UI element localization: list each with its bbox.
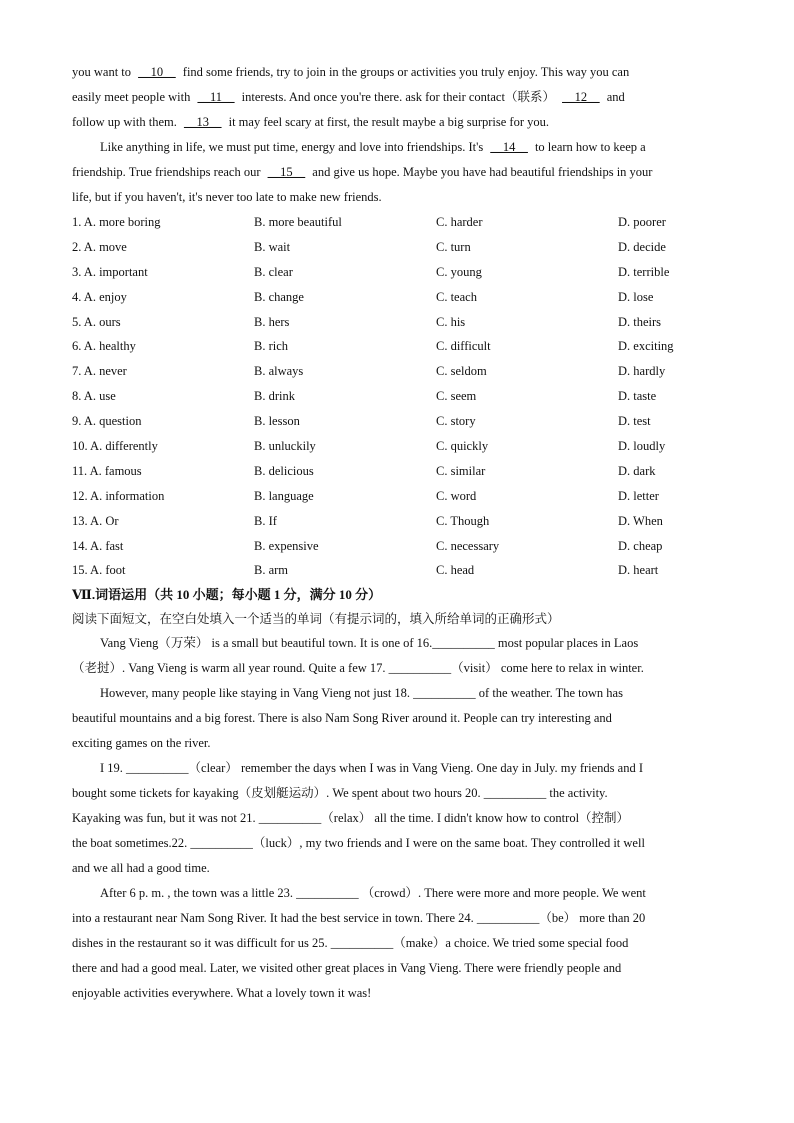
option-a: 3. A. important <box>72 264 148 279</box>
option-row-4 <box>72 285 722 310</box>
option-a: 12. A. information <box>72 488 165 503</box>
option-b: B. drink <box>254 389 295 404</box>
text: and give us hope. Maybe you have had beautiful friendships in your <box>309 165 653 179</box>
passage1-line-4 <box>72 135 722 160</box>
option-a: 5. A. ours <box>72 314 121 329</box>
blank-10: __10__ <box>138 65 176 79</box>
passage2-line: Vang Vieng（万荣） is a small but beautiful town. It is one of 16.__________ most popular places in Laos <box>100 636 639 651</box>
option-row-7 <box>72 359 722 384</box>
text: to learn how to keep a <box>531 140 646 154</box>
option-d: D. heart <box>618 563 659 578</box>
option-c: C. harder <box>436 215 483 229</box>
option-a: 10. A. differently <box>72 439 158 454</box>
text: it may feel scary at first, the result maybe a big surprise for you. <box>225 115 549 129</box>
blank-12: __12__ <box>562 90 600 104</box>
option-d: D. loudly <box>618 439 666 454</box>
options-list <box>72 210 722 583</box>
text: find some friends, try to join in the groups or activities you truly enjoy. This way you can <box>179 65 630 79</box>
passage2-line: I 19. __________（clear） remember the days when I was in Vang Vieng. One day in July. my friends and I <box>100 761 643 776</box>
blank-15: __15__ <box>267 165 306 179</box>
option-d: D. cheap <box>618 538 663 553</box>
option-b: B. wait <box>254 239 291 254</box>
option-d: D. letter <box>618 488 659 503</box>
option-c: C. his <box>436 314 466 329</box>
option-a: 9. A. question <box>72 414 142 429</box>
option-row-10 <box>72 434 722 459</box>
text: easily meet people with <box>72 90 194 104</box>
option-row-1 <box>72 210 722 235</box>
option-d: D. theirs <box>618 314 662 329</box>
option-b: B. change <box>254 289 304 304</box>
passage2-line: After 6 p. m. , the town was a little 23. __________ （crowd）. There were more and more people. We went <box>100 886 646 901</box>
option-c: C. Though <box>436 513 490 528</box>
option-d: D. dark <box>618 463 656 478</box>
text: Like anything in life, we must put time, energy and love into friendships. It's <box>100 140 487 154</box>
passage2-line: there and had a good meal. Later, we visited other great places in Vang Vieng. There were friendly people and <box>72 961 622 976</box>
option-b: B. unluckily <box>254 439 316 454</box>
option-row-12 <box>72 484 722 509</box>
option-c: C. teach <box>436 289 477 304</box>
option-a: 7. A. never <box>72 364 127 379</box>
option-row-11 <box>72 459 722 484</box>
option-c: C. turn <box>436 239 471 254</box>
option-c: C. seem <box>436 389 477 404</box>
option-row-3 <box>72 260 722 285</box>
blank-11: __11__ <box>197 90 235 104</box>
option-a: 8. A. use <box>72 389 116 404</box>
passage1-line-6 <box>72 185 722 210</box>
option-b: B. delicious <box>254 463 314 478</box>
text: follow up with them. <box>72 115 180 129</box>
option-row-13 <box>72 509 722 534</box>
text: life, but if you haven't, it's never too late to make new friends. <box>72 190 382 204</box>
option-row-15 <box>72 558 722 583</box>
passage2-line: dishes in the restaurant so it was difficult for us 25. __________（make）a choice. We tried some special food <box>72 936 629 951</box>
option-c: C. similar <box>436 463 486 478</box>
option-row-8 <box>72 384 722 409</box>
text: you want to <box>72 65 135 79</box>
option-b: B. expensive <box>254 538 319 553</box>
option-c: C. word <box>436 488 477 503</box>
passage2 <box>72 631 722 1006</box>
option-c: C. head <box>436 563 475 578</box>
option-row-14 <box>72 534 722 559</box>
option-a: 4. A. enjoy <box>72 289 127 304</box>
passage2-line: However, many people like staying in Vang Vieng not just 18. __________ of the weather. The town has <box>100 686 623 701</box>
option-b: B. rich <box>254 339 289 354</box>
text: friendship. True friendships reach our <box>72 165 264 179</box>
option-row-5 <box>72 310 722 335</box>
option-d: D. lose <box>618 289 654 304</box>
option-d: D. terrible <box>618 264 670 279</box>
exam-page <box>72 60 722 1006</box>
option-d: D. When <box>618 513 663 528</box>
option-a: 1. A. more boring <box>72 215 161 229</box>
text: and <box>603 90 625 104</box>
section-7-title: Ⅶ.词语运用（共 10 小题；每小题 1 分，满分 10 分） <box>72 587 382 603</box>
section-7-instruction: 阅读下面短文，在空白处填入一个适当的单词（有提示词的，填入所给单词的正确形式） <box>72 612 560 627</box>
option-row-6 <box>72 334 722 359</box>
passage1-line-3 <box>72 110 722 135</box>
option-c: C. difficult <box>436 339 491 354</box>
option-d: D. decide <box>618 239 666 254</box>
passage2-line: the boat sometimes.22. __________（luck）, my two friends and I were on the same boat. They controlled it well <box>72 836 645 851</box>
option-d: D. test <box>618 414 651 429</box>
passage2-line: Kayaking was fun, but it was not 21. __________（relax） all the time. I didn't know how to control（控制） <box>72 811 630 826</box>
option-row-9 <box>72 409 722 434</box>
option-c: C. quickly <box>436 439 489 454</box>
passage2-line: into a restaurant near Nam Song River. It had the best service in town. There 24. __________（be） more than 20 <box>72 911 646 926</box>
option-c: C. necessary <box>436 538 500 553</box>
passage2-line: enjoyable activities everywhere. What a lovely town it was! <box>72 986 372 1001</box>
option-d: D. poorer <box>618 215 666 229</box>
option-row-2 <box>72 235 722 260</box>
option-c: C. story <box>436 414 476 429</box>
blank-13: __13__ <box>183 115 222 129</box>
option-d: D. exciting <box>618 339 674 354</box>
option-d: D. hardly <box>618 364 666 379</box>
text: interests. And once you're there. ask for their contact（联系） <box>238 90 559 104</box>
option-d: D. taste <box>618 389 657 404</box>
option-a: 15. A. foot <box>72 563 126 578</box>
option-b: B. hers <box>254 314 290 329</box>
option-a: 14. A. fast <box>72 538 124 553</box>
blank-14: __14__ <box>490 140 528 154</box>
option-c: C. young <box>436 264 482 279</box>
option-a: 6. A. healthy <box>72 339 136 354</box>
option-b: B. arm <box>254 563 289 578</box>
passage2-line: exciting games on the river. <box>72 736 211 751</box>
option-b: B. always <box>254 364 304 379</box>
option-b: B. more beautiful <box>254 215 342 229</box>
option-a: 11. A. famous <box>72 463 142 478</box>
option-a: 2. A. move <box>72 239 127 254</box>
option-a: 13. A. Or <box>72 513 119 528</box>
option-b: B. If <box>254 513 277 528</box>
passage1-line-5 <box>72 160 722 185</box>
option-b: B. clear <box>254 264 293 279</box>
passage2-line: bought some tickets for kayaking（皮划艇运动）. We spent about two hours 20. __________ the activity. <box>72 786 608 801</box>
option-b: B. language <box>254 488 314 503</box>
passage2-line: beautiful mountains and a big forest. There is also Nam Song River around it. People can try interesting and <box>72 711 612 726</box>
option-b: B. lesson <box>254 414 300 429</box>
option-c: C. seldom <box>436 364 487 379</box>
passage1-line-1 <box>72 60 722 85</box>
passage2-line: （老挝）. Vang Vieng is warm all year round. Quite a few 17. __________（visit） come here to relax in winter. <box>72 661 644 676</box>
passage2-line: and we all had a good time. <box>72 861 210 876</box>
passage1-line-2 <box>72 85 722 110</box>
